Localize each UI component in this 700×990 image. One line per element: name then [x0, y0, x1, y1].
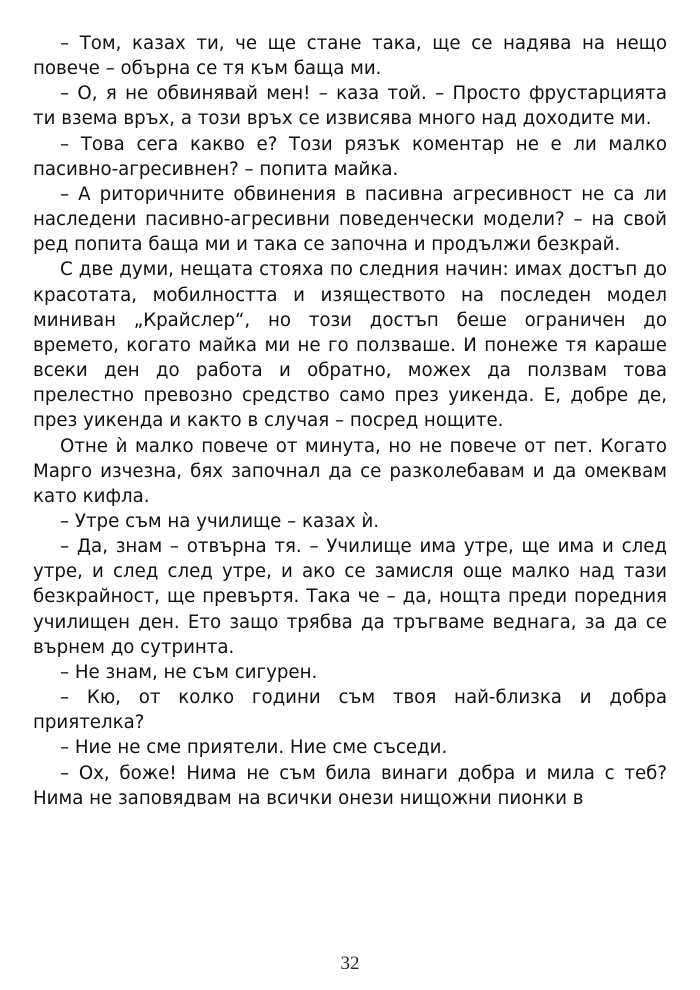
body-text	[33, 31, 667, 811]
paragraph: – Ох, боже! Нима не съм била винаги добра и мила с теб? Нима не заповядвам на всички онези нищожни пионки в	[33, 762, 667, 809]
paragraph: – Това сега какво е? Този рязък коментар не е ли малко пасивно-агресивнен? – попита майка.	[33, 133, 667, 180]
paragraph: Отне ѝ малко повече от минута, но не повече от пет. Когато Марго изчезна, бях започнал да се разколебавам и да омеквам като кифла.	[33, 435, 667, 507]
paragraph: – Ние не сме приятели. Ние сме съседи.	[60, 737, 448, 759]
paragraph: – Да, знам – отвърна тя. – Училище има утре, ще има и след утре, и след след утре, и ако се замисля още малко над тази безкрайност, ще превъртя. Така че – да, нощта преди поредния училищен ден. Ето защо трябва да тръгваме веднага, за да се върнем до сутринта.	[33, 536, 667, 658]
paragraph: – Том, казах ти, че ще стане така, ще се надява на нещо повече – обърна се тя към баща ми.	[33, 33, 667, 80]
paragraph: – О, я не обвинявай мен! – каза той. – Просто фрустарцията ти взема връх, а този връх се извисява много над доходите ми.	[33, 83, 667, 130]
paragraph: – Не знам, не съм сигурен.	[60, 661, 318, 683]
paragraph: – А риторичните обвинения в пасивна агресивност не са ли наследени пасивно-агресивни поведенчески модели? – на свой ред попита баща ми и така се започна и продължи безкрай.	[33, 183, 667, 256]
paragraph: С две думи, нещата стояха по следния начин: имах достъп до красотата, мобилността и изяществото на последен модел миниван „Крайслер“, но този достъп беше ограничен до времето, когато майка ми не го ползваше. И понеже тя караше всеки ден до работа и обратно, можех да ползвам това прелестно превозно средство само през уикенда. Е, добре де, през уикенда и както в случая – посред нощите.	[33, 259, 667, 432]
page-number: 32	[340, 953, 360, 974]
paragraph: – Утре съм на училище – казах ѝ.	[60, 510, 380, 532]
paragraph: – Кю, от колко години съм твоя най-близка и добра приятелка?	[33, 687, 667, 734]
